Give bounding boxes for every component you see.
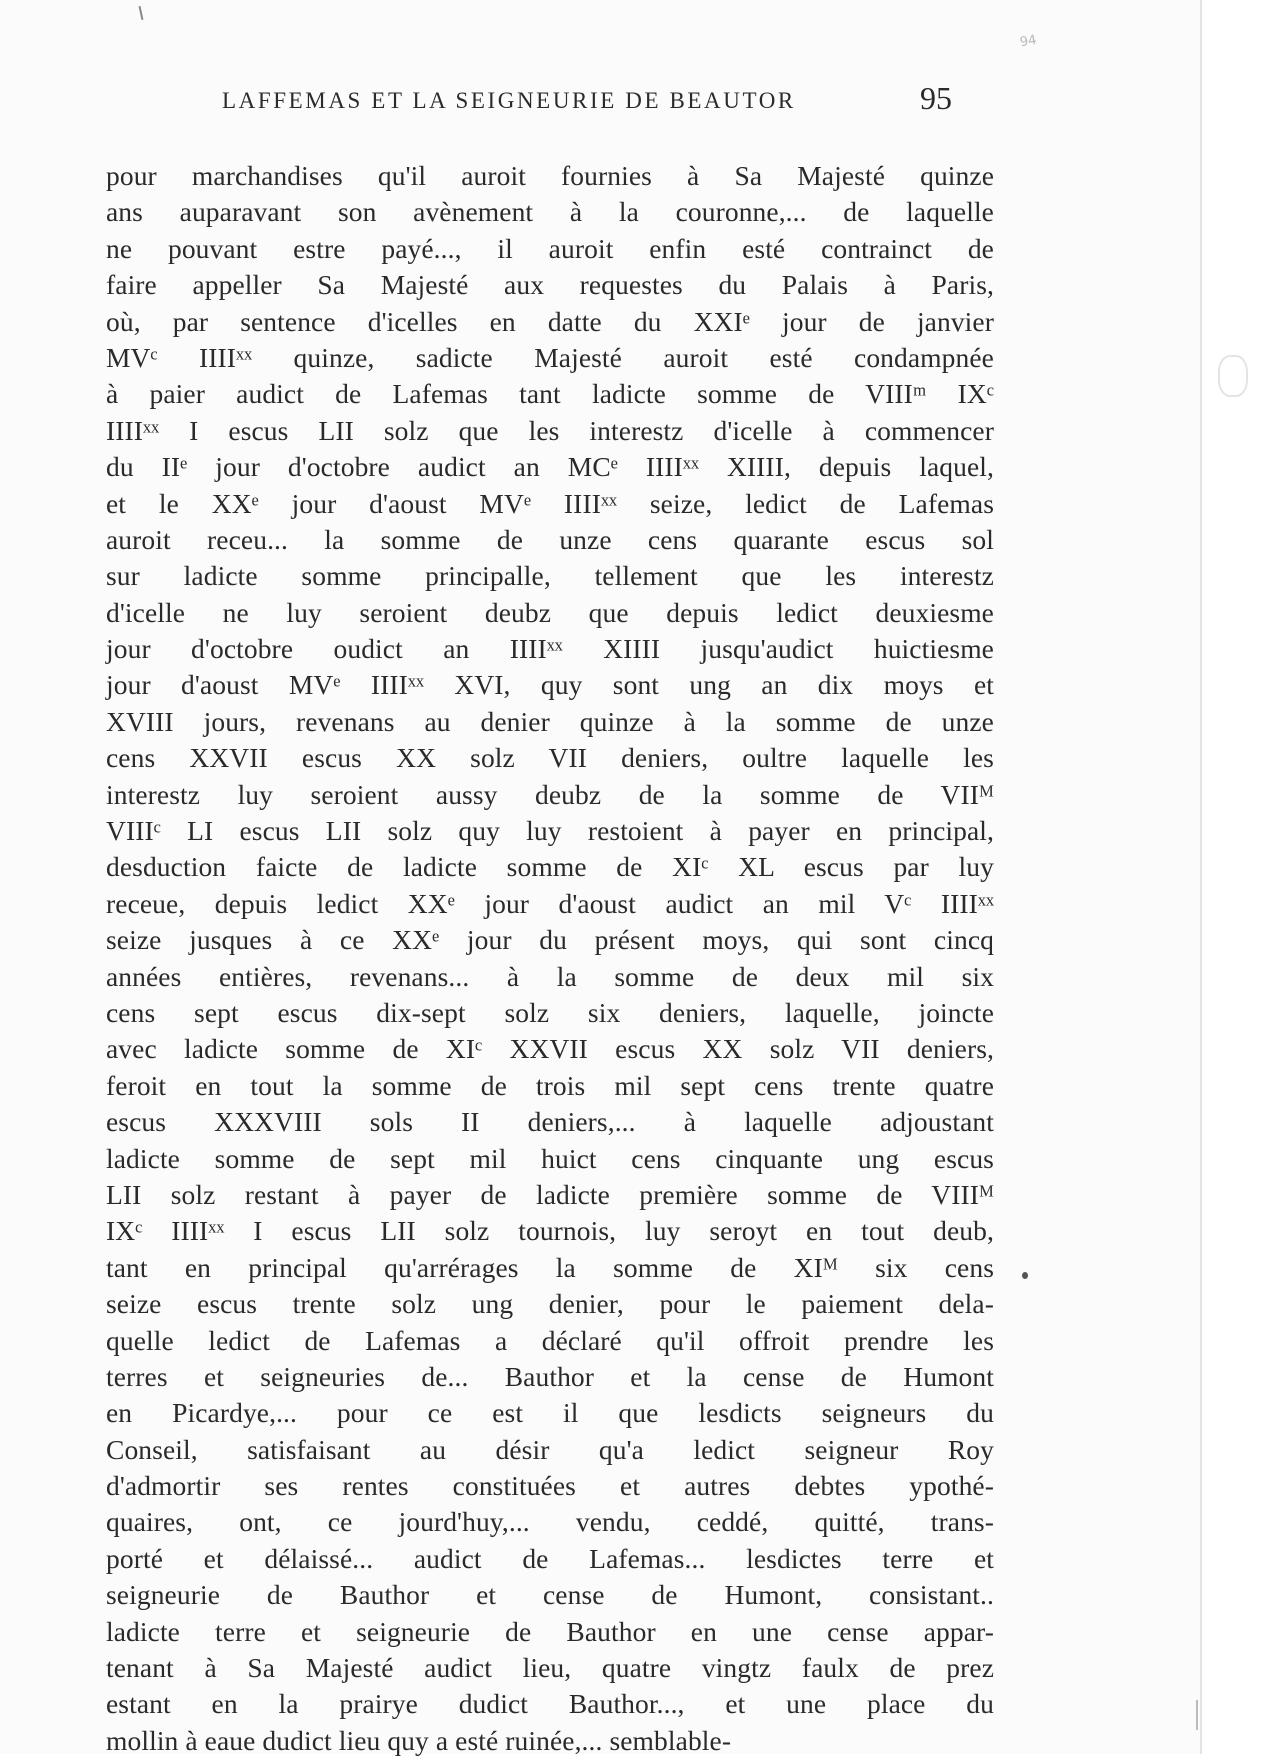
- ink-dot: [1022, 1272, 1028, 1279]
- text-line: quelle ledict de Lafemas a déclaré qu'il offroit prendre les: [106, 1324, 994, 1356]
- text-line: Conseil, satisfaisant au désir qu'a ledict seigneur Roy: [106, 1433, 994, 1465]
- text-line: cens sept escus dix-sept solz six deniers, laquelle, joincte: [106, 996, 994, 1028]
- text-line: jour d'octobre oudict an IIIIˣˣ XIIII jusqu'audict huictiesme: [106, 633, 994, 665]
- text-line: feroit en tout la somme de trois mil sept cens trente quatre: [106, 1069, 994, 1101]
- text-line: ladicte terre et seigneurie de Bauthor en une cense appar-: [106, 1615, 994, 1647]
- text-line: avec ladicte somme de XIᶜ XXVII escus XX solz VII deniers,: [106, 1033, 994, 1065]
- text-line: receue, depuis ledict XXᵉ jour d'aoust audict an mil Vᶜ IIIIˣˣ: [106, 887, 994, 919]
- text-line: pour marchandises qu'il auroit fournies à Sa Majesté quinze: [106, 160, 994, 191]
- text-line: ne pouvant estre payé..., il auroit enfin esté contrainct de: [106, 232, 994, 264]
- text-line: desduction faicte de ladicte somme de XIᶜ XL escus par luy: [106, 851, 994, 883]
- pencil-page-annotation: 94: [1018, 32, 1038, 51]
- text-line: jour d'aoust MVᵉ IIIIˣˣ XVI, quy sont ung an dix moys et: [106, 669, 994, 701]
- body-text: [106, 158, 994, 1759]
- running-header-title: LAFFEMAS ET LA SEIGNEURIE DE BEAUTOR: [222, 88, 796, 113]
- page-number: 95: [920, 80, 952, 116]
- text-line: XVIII jours, revenans au denier quinze à la somme de unze: [106, 705, 994, 737]
- text-line: ladicte somme de sept mil huict cens cinquante ung escus: [106, 1142, 994, 1174]
- text-line: d'admortir ses rentes constituées et autres debtes ypothé-: [106, 1470, 994, 1502]
- text-line: sur ladicte somme principalle, tellement que les interestz: [106, 560, 994, 592]
- text-line: auroit receu... la somme de unze cens quarante escus sol: [106, 523, 994, 555]
- text-line: et le XXᵉ jour d'aoust MVᵉ IIIIˣˣ seize, ledict de Lafemas: [106, 487, 994, 519]
- text-line: escus XXXVIII sols II deniers,... à laquelle adjoustant: [106, 1106, 994, 1138]
- text-line: tant en principal qu'arrérages la somme de XIᴹ six cens: [106, 1251, 994, 1283]
- text-line: où, par sentence d'icelles en datte du XXIᵉ jour de janvier: [106, 305, 994, 337]
- text-line: MVᶜ IIIIˣˣ quinze, sadicte Majesté auroit esté condampnée: [106, 341, 994, 373]
- running-header: [0, 80, 1000, 126]
- scan-smudge: [1218, 355, 1248, 397]
- text-line: tenant à Sa Majesté audict lieu, quatre vingtz faulx de prez: [106, 1652, 994, 1684]
- text-line: seigneurie de Bauthor et cense de Humont, consistant..: [106, 1579, 994, 1611]
- text-line: ans auparavant son avènement à la couronne,... de laquelle: [106, 196, 994, 228]
- text-line: faire appeller Sa Majesté aux requestes du Palais à Paris,: [106, 269, 994, 301]
- text-line: cens XXVII escus XX solz VII deniers, oultre laquelle les: [106, 742, 994, 774]
- text-line: IIIIˣˣ I escus LII solz que les interestz d'icelle à commencer: [106, 414, 994, 446]
- text-line: du IIᵉ jour d'octobre audict an MCᵉ IIIIˣˣ XIIII, depuis laquel,: [106, 451, 994, 483]
- text-line: mollin à eaue dudict lieu quy a esté ruinée,... semblable-: [106, 1724, 732, 1756]
- scan-mark: [1196, 1700, 1198, 1730]
- text-line: interestz luy seroient aussy deubz de la somme de VIIᴹ: [106, 778, 994, 810]
- text-line: en Picardye,... pour ce est il que lesdicts seigneurs du: [106, 1397, 994, 1429]
- scan-mark: [139, 6, 144, 20]
- text-line: IXᶜ IIIIˣˣ I escus LII solz tournois, luy seroyt en tout deub,: [106, 1215, 994, 1247]
- text-line: à paier audict de Lafemas tant ladicte somme de VIIIᵐ IXᶜ: [106, 378, 994, 410]
- text-line: estant en la prairye dudict Bauthor..., et une place du: [106, 1688, 994, 1720]
- text-line: seize escus trente solz ung denier, pour le paiement dela-: [106, 1288, 994, 1320]
- text-line: terres et seigneuries de... Bauthor et la cense de Humont: [106, 1360, 994, 1392]
- text-line: VIIIᶜ LI escus LII solz quy luy restoient à payer en principal,: [106, 815, 994, 847]
- text-line: LII solz restant à payer de ladicte première somme de VIIIᴹ: [106, 1178, 994, 1210]
- text-line: seize jusques à ce XXᵉ jour du présent moys, qui sont cincq: [106, 924, 994, 956]
- text-line: quaires, ont, ce jourd'huy,... vendu, ceddé, quitté, trans-: [106, 1506, 994, 1538]
- text-line: d'icelle ne luy seroient deubz que depuis ledict deuxiesme: [106, 596, 994, 628]
- text-line: années entières, revenans... à la somme de deux mil six: [106, 960, 994, 992]
- text-line: porté et délaissé... audict de Lafemas... lesdictes terre et: [106, 1542, 994, 1574]
